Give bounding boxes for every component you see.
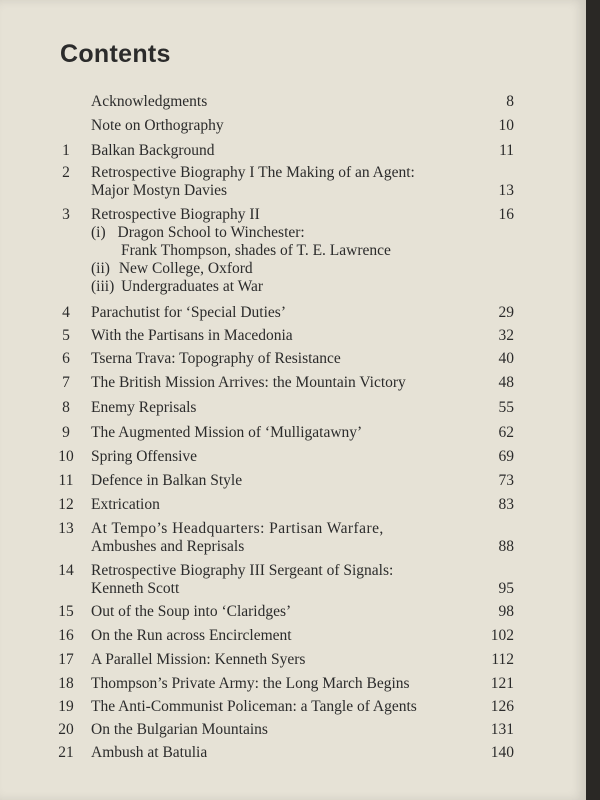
toc-entry-title: Extrication <box>91 496 160 513</box>
toc-entry-title: Parachutist for ‘Special Duties’ <box>91 304 286 321</box>
toc-chapter-number: 6 <box>62 350 70 367</box>
toc-page-number: 69 <box>498 448 514 465</box>
toc-page-number: 83 <box>498 496 514 513</box>
toc-entry-title: The Augmented Mission of ‘Mulligatawny’ <box>91 424 363 441</box>
toc-chapter-number: 18 <box>58 675 74 692</box>
toc-entry-title: Defence in Balkan Style <box>91 472 243 489</box>
toc-entry-title: Balkan Background <box>91 142 215 159</box>
toc-chapter-number: 10 <box>58 448 74 465</box>
toc-subentry-i <box>91 224 486 260</box>
toc-page-number: 11 <box>499 142 514 159</box>
toc-page-number: 10 <box>498 117 514 134</box>
toc-entry-title: Enemy Reprisals <box>91 399 197 416</box>
toc-chapter-number: 14 <box>58 562 74 579</box>
toc-page-number: 62 <box>498 424 514 441</box>
toc-chapter-number: 17 <box>58 651 74 668</box>
page-title: Contents <box>60 40 171 68</box>
toc-entry-title: The British Mission Arrives: the Mountain Victory <box>91 374 406 391</box>
toc-page-number: 29 <box>498 304 514 321</box>
toc-page-number: 13 <box>498 182 514 199</box>
toc-subentry-iii <box>91 278 486 296</box>
toc-entry-title-cont: Major Mostyn Davies <box>91 182 228 199</box>
toc-subentry-label: (iii) <box>91 278 115 295</box>
toc-chapter-number: 7 <box>62 374 70 391</box>
toc-page-number: 95 <box>498 580 514 597</box>
toc-chapter-number: 13 <box>58 520 74 537</box>
toc-entry-title: Retrospective Biography II <box>91 206 260 223</box>
toc-page-number: 102 <box>490 627 514 644</box>
toc-entry-title: Out of the Soup into ‘Claridges’ <box>91 603 292 620</box>
toc-entry-title: A Parallel Mission: Kenneth Syers <box>91 651 306 668</box>
toc-subentry-label: (i) <box>91 224 106 241</box>
toc-page-number: 48 <box>498 374 514 391</box>
toc-page-number: 131 <box>490 721 514 738</box>
toc-entry-title: Acknowledgments <box>91 93 208 110</box>
toc-entry-title: Thompson’s Private Army: the Long March Begins <box>91 675 410 692</box>
toc-entry-title: With the Partisans in Macedonia <box>91 327 293 344</box>
toc-chapter-number: 4 <box>62 304 70 321</box>
toc-chapter-number: 3 <box>62 206 70 223</box>
toc-chapter-number: 19 <box>58 698 74 715</box>
toc-subentry-title: Dragon School to Winchester: <box>117 224 305 241</box>
toc-entry-title: Ambush at Batulia <box>91 744 208 761</box>
toc-chapter-number: 11 <box>58 472 74 489</box>
toc-subentry-title: Undergraduates at War <box>121 278 264 295</box>
toc-page-number: 40 <box>498 350 514 367</box>
toc-chapter-number: 15 <box>58 603 74 620</box>
toc-chapter-number: 1 <box>62 142 70 159</box>
toc-chapter-number: 12 <box>58 496 74 513</box>
toc-page-number: 126 <box>490 698 514 715</box>
toc-entry-title: Spring Offensive <box>91 448 198 465</box>
toc-page-number: 98 <box>498 603 514 620</box>
toc-page-number: 32 <box>498 327 514 344</box>
toc-chapter-number: 16 <box>58 627 74 644</box>
toc-entry-title: On the Run across Encirclement <box>91 627 292 644</box>
toc-entry-title: Retrospective Biography III Sergeant of Signals: <box>91 562 394 579</box>
toc-chapter-number: 21 <box>58 744 74 761</box>
toc-entry-title: Tserna Trava: Topography of Resistance <box>91 350 341 367</box>
page-edge-shadow <box>586 0 600 800</box>
toc-entry-title-cont: Ambushes and Reprisals <box>91 538 245 555</box>
toc-entry-title: Note on Orthography <box>91 117 224 134</box>
toc-page-number: 73 <box>498 472 514 489</box>
toc-page-number: 8 <box>506 93 514 110</box>
toc-page-number: 55 <box>498 399 514 416</box>
toc-page-number: 140 <box>490 744 514 761</box>
toc-entry-title: The Anti-Communist Policeman: a Tangle of Agents <box>91 698 417 715</box>
toc-entry-title: On the Bulgarian Mountains <box>91 721 268 738</box>
toc-chapter-number: 20 <box>58 721 74 738</box>
toc-entry-title: Retrospective Biography I The Making of an Agent: <box>91 164 415 181</box>
toc-page-number: 16 <box>498 206 514 223</box>
toc-subentry-title-cont: Frank Thompson, shades of T. E. Lawrence <box>121 242 391 259</box>
toc-page-number: 121 <box>490 675 514 692</box>
toc-chapter-number: 9 <box>62 424 70 441</box>
toc-chapter-number: 2 <box>62 164 70 181</box>
toc-chapter-number: 8 <box>62 399 70 416</box>
toc-entry-title: At Tempo’s Headquarters: Partisan Warfare, <box>91 520 384 537</box>
toc-subentry-title: New College, Oxford <box>118 260 253 277</box>
toc-chapter-number: 5 <box>62 327 70 344</box>
toc-entry-title-cont: Kenneth Scott <box>91 580 180 597</box>
toc-subentry-label: (ii) <box>91 260 110 277</box>
toc-page-number: 112 <box>491 651 514 668</box>
toc-page-number: 88 <box>498 538 514 555</box>
toc-subentry-ii <box>91 260 486 278</box>
